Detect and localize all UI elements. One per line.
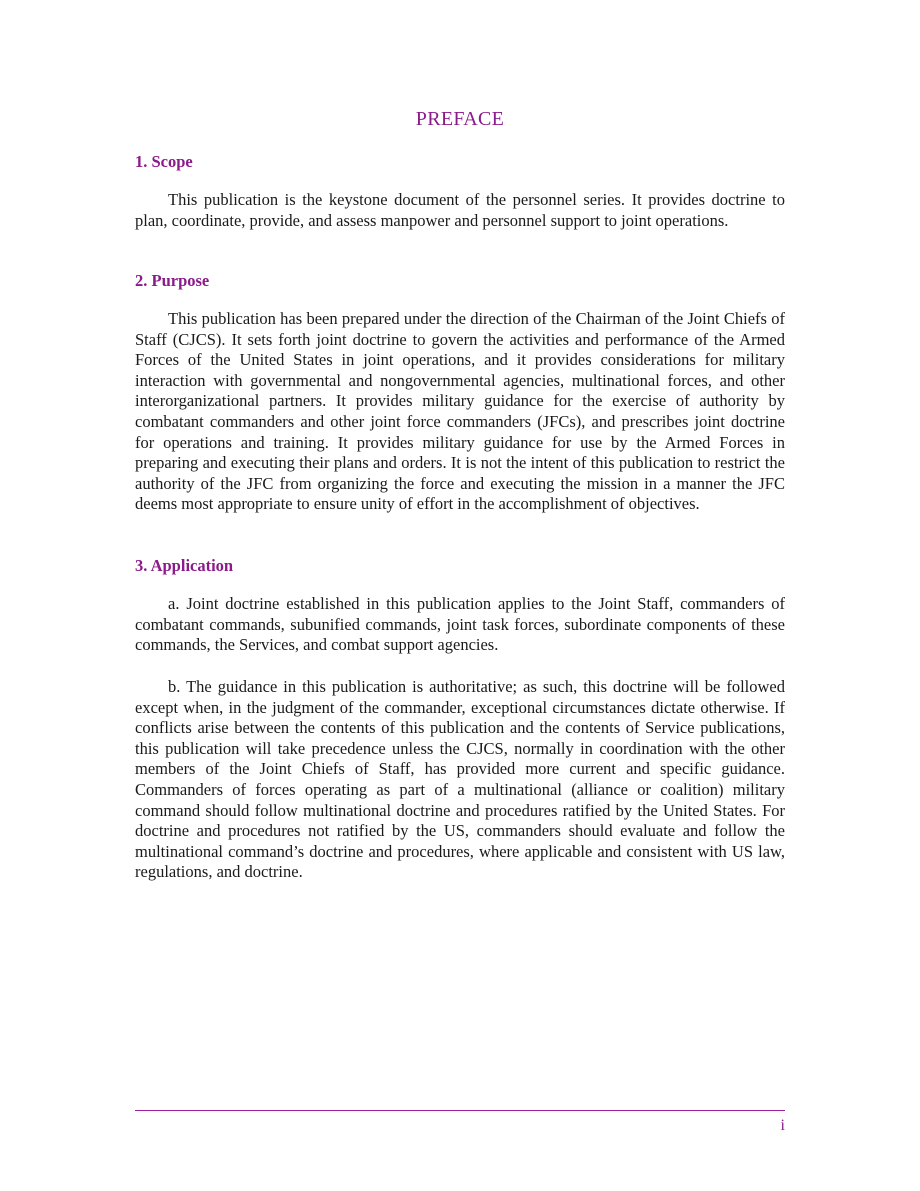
page-number: i xyxy=(780,1117,785,1134)
section-heading-scope: 1. Scope xyxy=(135,152,193,171)
scope-paragraph: This publication is the keystone document of the personnel series. It provides doctrine to plan, coordinate, provide, and assess manpower and personnel support to joint operations. xyxy=(135,190,785,230)
page-title: PREFACE xyxy=(415,108,505,130)
section-heading-application: 3. Application xyxy=(135,556,234,575)
application-paragraph-a: a. Joint doctrine established in this publication applies to the Joint Staff, commanders of combatant commands, subunified commands, joint task forces, subordinate components of these commands, the Services, and combat support agencies. xyxy=(135,594,785,655)
purpose-paragraph: This publication has been prepared under the direction of the Chairman of the Joint Chiefs of Staff (CJCS). It sets forth joint doctrine to govern the activities and performance of the Armed Forces of the United States in joint operations, and it provides considerations for military interaction with governmental and nongovernmental agencies, multinational forces, and other interorganizational partners. It provides military guidance for the exercise of authority by combatant commanders and other joint force commanders (JFCs), and prescribes joint doctrine for operations and training. It provides military guidance for use by the Armed Forces in preparing and executing their plans and orders. It is not the intent of this publication to restrict the authority of the JFC from organizing the force and executing the mission in a manner the JFC deems most appropriate to ensure unity of effort in the accomplishment of objectives. xyxy=(135,309,785,514)
section-heading-purpose: 2. Purpose xyxy=(135,271,210,290)
application-paragraph-b: b. The guidance in this publication is authoritative; as such, this doctrine will be followed except when, in the judgment of the commander, exceptional circumstances dictate otherwise. If conflicts arise between the contents of this publication and the contents of Service publications, this publication will take precedence unless the CJCS, normally in coordination with the other members of the Joint Chiefs of Staff, has provided more current and specific guidance. Commanders of forces operating as part of a multinational (alliance or coalition) military command should follow multinational doctrine and procedures ratified by the United States. For doctrine and procedures not ratified by the US, commanders should evaluate and follow the multinational command’s doctrine and procedures, where applicable and consistent with US law, regulations, and doctrine. xyxy=(135,677,785,882)
footer-rule xyxy=(135,1110,785,1111)
